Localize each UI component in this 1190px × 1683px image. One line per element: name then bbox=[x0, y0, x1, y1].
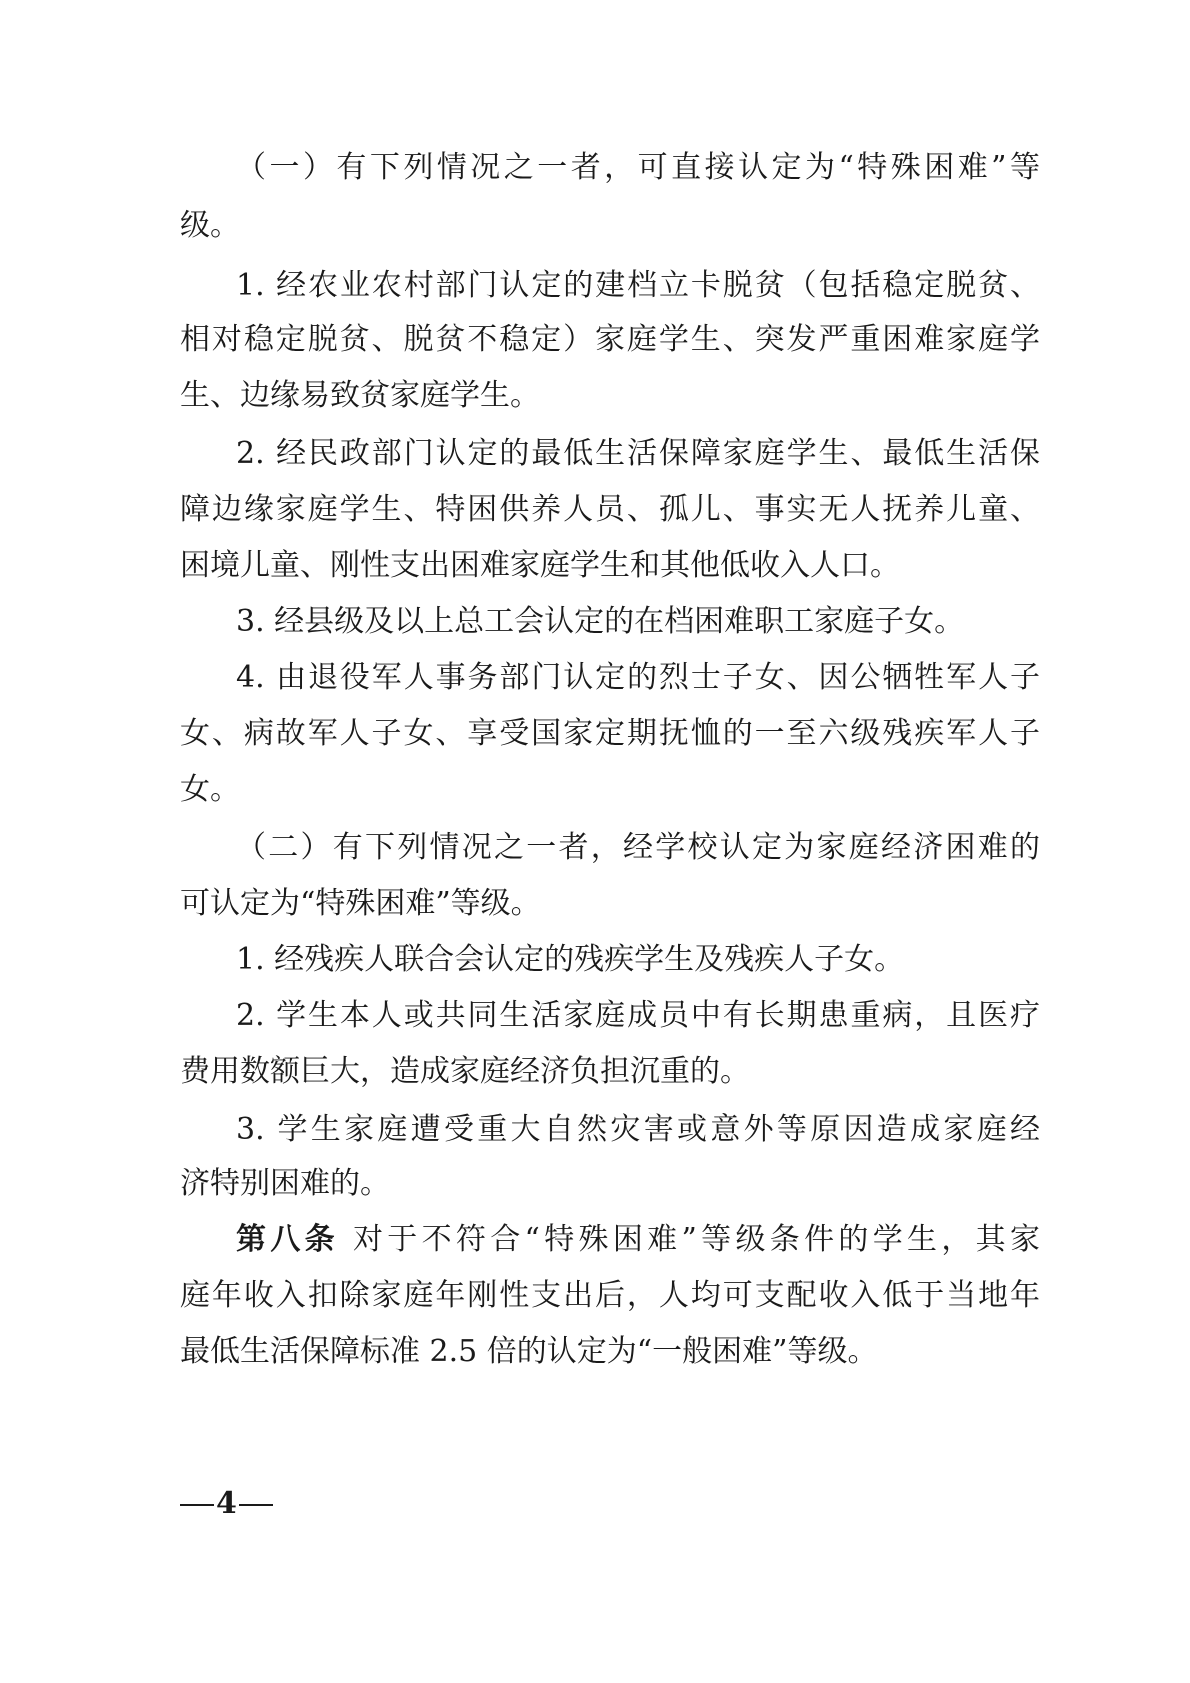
paragraph-line: 4. 由退役军人事务部门认定的烈士子女、因公牺牲军人子 bbox=[236, 660, 1040, 695]
paragraph-line: （二）有下列情况之一者，经学校认定为家庭经济困难的 bbox=[236, 830, 1040, 865]
page-number: 4 bbox=[216, 1486, 237, 1521]
paragraph-line: 2. 经民政部门认定的最低生活保障家庭学生、最低生活保 bbox=[236, 436, 1040, 471]
paragraph-line: 2. 学生本人或共同生活家庭成员中有长期患重病，且医疗 bbox=[236, 998, 1040, 1033]
paragraph-line: 女、病故军人子女、享受国家定期抚恤的一至六级残疾军人子 bbox=[180, 716, 1040, 751]
footer-dash-left bbox=[180, 1504, 214, 1506]
paragraph-line: 3. 学生家庭遭受重大自然灾害或意外等原因造成家庭经 bbox=[236, 1112, 1040, 1147]
paragraph-line: 相对稳定脱贫、脱贫不稳定）家庭学生、突发严重困难家庭学 bbox=[180, 322, 1040, 357]
article-text: 对于不符合“特殊困难”等级条件的学生，其家 bbox=[352, 1222, 1041, 1257]
paragraph-line: 庭年收入扣除家庭年刚性支出后，人均可支配收入低于当地年 bbox=[180, 1278, 1040, 1313]
article-8-first-line bbox=[236, 1222, 1040, 1258]
paragraph-line: 最低生活保障标准 2.5 倍的认定为“一般困难”等级。 bbox=[180, 1334, 878, 1369]
paragraph-line: 费用数额巨大，造成家庭经济负担沉重的。 bbox=[180, 1054, 750, 1089]
footer-dash-right bbox=[239, 1504, 273, 1506]
paragraph-line: 障边缘家庭学生、特困供养人员、孤儿、事实无人抚养儿童、 bbox=[180, 492, 1040, 527]
paragraph-line: （一）有下列情况之一者，可直接认定为“特殊困难”等 bbox=[236, 150, 1040, 185]
paragraph-line: 级。 bbox=[180, 208, 240, 243]
paragraph-line: 生、边缘易致贫家庭学生。 bbox=[180, 378, 540, 413]
paragraph-line: 1. 经农业农村部门认定的建档立卡脱贫（包括稳定脱贫、 bbox=[236, 268, 1040, 303]
paragraph-line: 3. 经县级及以上总工会认定的在档困难职工家庭子女。 bbox=[236, 604, 965, 639]
article-heading: 第八条 bbox=[236, 1222, 339, 1257]
paragraph-line: 1. 经残疾人联合会认定的残疾学生及残疾人子女。 bbox=[236, 942, 905, 977]
page-footer bbox=[180, 1484, 273, 1522]
paragraph-line: 困境儿童、刚性支出困难家庭学生和其他低收入人口。 bbox=[180, 548, 900, 583]
paragraph-line: 可认定为“特殊困难”等级。 bbox=[180, 886, 541, 921]
paragraph-line: 济特别困难的。 bbox=[180, 1166, 390, 1201]
paragraph-line: 女。 bbox=[180, 772, 240, 807]
